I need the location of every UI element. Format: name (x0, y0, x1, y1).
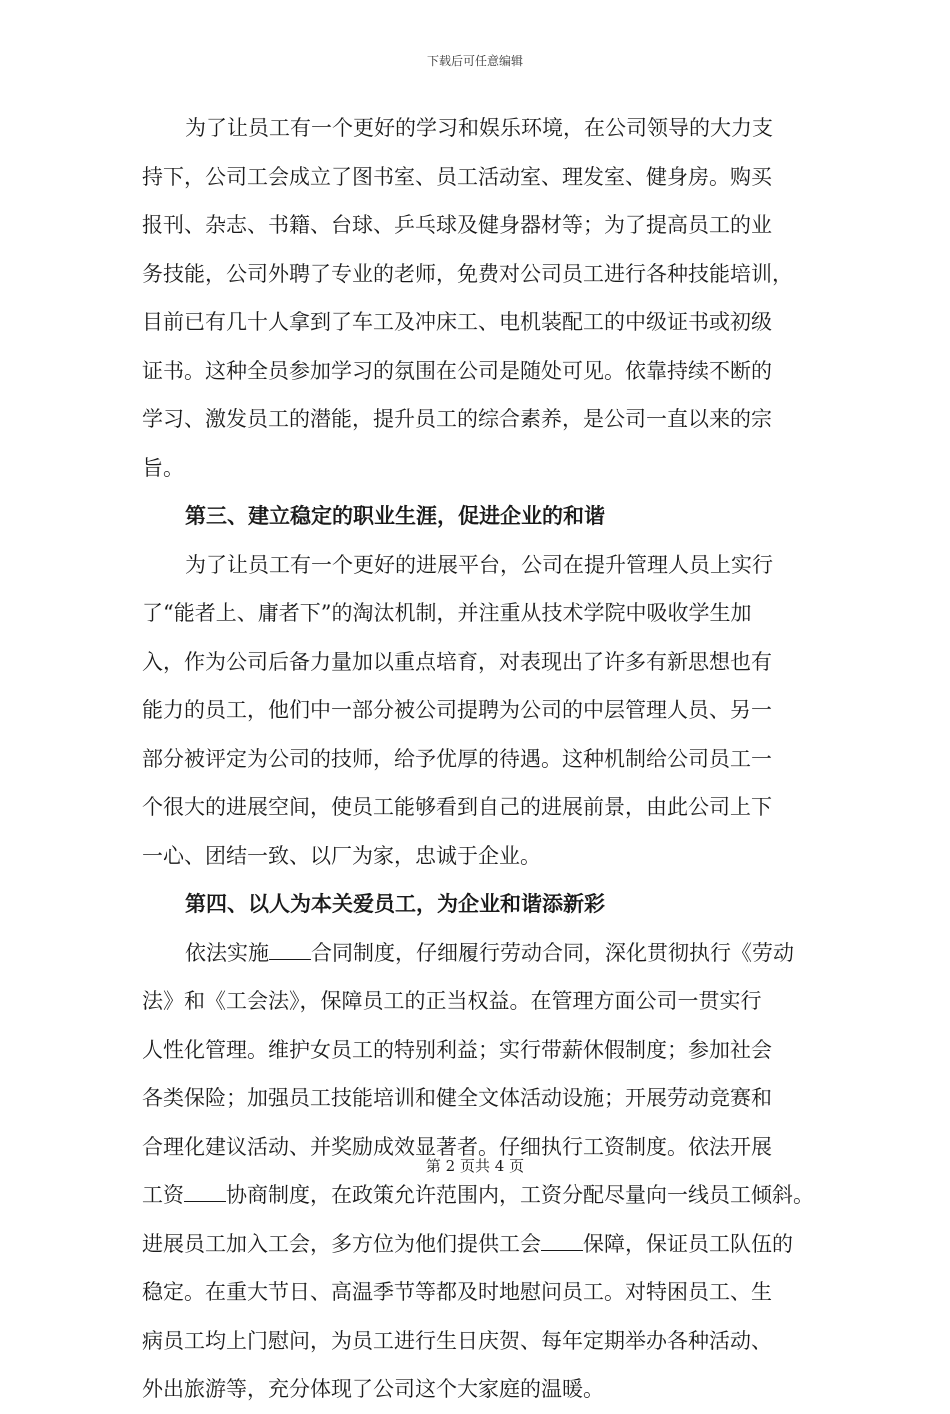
section-heading: 第三、建立稳定的职业生涯，促进企业的和谐 (185, 503, 605, 528)
paragraph-line: 学习、激发员工的潜能，提升员工的综合素养，是公司一直以来的宗 (142, 407, 772, 431)
paragraph-line: 为了让员工有一个更好的学习和娱乐环境，在公司领导的大力支 (185, 116, 773, 140)
paragraph-line: 合理化建议活动、并奖励成效显著者。仔细执行工资制度。依法开展 (142, 1134, 772, 1159)
paragraph-line: 为了让员工有一个更好的进展平台，公司在提升管理人员上实行 (185, 552, 773, 577)
paragraph-line: 各类保险；加强员工技能培训和健全文体活动设施；开展劳动竞赛和 (142, 1086, 772, 1110)
page-header: 下载后可任意编辑 (426, 54, 523, 68)
text-segment: 保障，保证员工队伍的 (583, 1231, 793, 1256)
paragraph-line: 病员工均上门慰问，为员工进行生日庆贺、每年定期举办各种活动、 (142, 1328, 772, 1353)
document-body (142, 104, 818, 1414)
text-segment: 工资 (142, 1183, 184, 1207)
paragraph-line: 人性化管理。维护女员工的特别利益；实行带薪休假制度；参加社会 (142, 1037, 772, 1062)
text-segment: 依法实施 (185, 940, 269, 965)
paragraph-line: 持下，公司工会成立了图书室、员工活动室、理发室、健身房。购买 (142, 164, 772, 189)
page-footer: 第 2 页共 4 页 (425, 1157, 525, 1175)
paragraph-line: 务技能，公司外聘了专业的老师，免费对公司员工进行各种技能培训， (142, 261, 793, 286)
paragraph-line: 入，作为公司后备力量加以重点培育，对表现出了许多有新思想也有 (142, 649, 772, 674)
text-segment: 进展员工加入工会，多方位为他们提供工会 (142, 1231, 541, 1256)
text-segment: 协商制度，在政策允许范围内，工资分配尽量向一线员工倾斜。 (226, 1183, 814, 1207)
paragraph-line (142, 1220, 818, 1269)
paragraph-line: 旨。 (142, 455, 184, 480)
text-segment: 合同制度，仔细履行劳动合同，深化贯彻执行《劳动 (311, 940, 794, 965)
paragraph-line: 法》和《工会法》，保障员工的正当权益。在管理方面公司一贯实行 (142, 989, 762, 1013)
fill-blank (541, 1224, 583, 1251)
fill-blank (184, 1175, 226, 1202)
paragraph-line: 一心、团结一致、以厂为家，忠诚于企业。 (142, 843, 541, 868)
paragraph-line: 目前已有几十人拿到了车工及冲床工、电机装配工的中级证书或初级 (142, 310, 772, 334)
paragraph-line (142, 1171, 818, 1220)
paragraph-line: 了“能者上、庸者下”的淘汰机制，并注重从技术学院中吸收学生加 (142, 601, 752, 625)
fill-blank (269, 933, 311, 960)
section-heading: 第四、以人为本关爱员工，为企业和谐添新彩 (185, 891, 605, 916)
paragraph-line: 证书。这种全员参加学习的氛围在公司是随处可见。依靠持续不断的 (142, 358, 772, 383)
paragraph-line: 外出旅游等，充分体现了公司这个大家庭的温暖。 (142, 1377, 604, 1401)
paragraph-line: 个很大的进展空间，使员工能够看到自己的进展前景，由此公司上下 (142, 795, 772, 819)
paragraph-line: 能力的员工，他们中一部分被公司提聘为公司的中层管理人员、另一 (142, 698, 772, 722)
paragraph-line (142, 929, 818, 978)
paragraph-line: 稳定。在重大节日、高温季节等都及时地慰问员工。对特困员工、生 (142, 1280, 772, 1304)
paragraph-line: 部分被评定为公司的技师，给予优厚的待遇。这种机制给公司员工一 (142, 746, 772, 771)
paragraph-line: 报刊、杂志、书籍、台球、乒乓球及健身器材等；为了提高员工的业 (142, 213, 772, 237)
